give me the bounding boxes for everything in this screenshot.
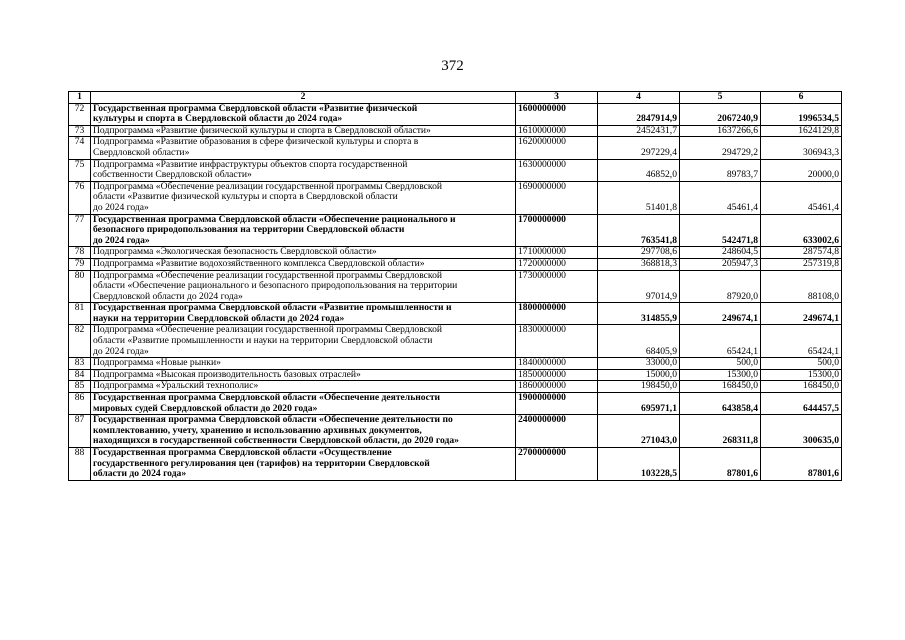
row-code: 1850000000 xyxy=(516,369,598,381)
row-value-col6: 87801,6 xyxy=(761,448,842,481)
row-number: 81 xyxy=(69,303,91,325)
row-value-col6: 168450,0 xyxy=(761,381,842,393)
row-number: 73 xyxy=(69,125,91,137)
row-value-col6: 300635,0 xyxy=(761,415,842,448)
row-name-line: науки на территории Свердловской области до 2024 года» xyxy=(93,312,345,324)
column-header-1: 1 xyxy=(69,92,91,104)
row-name-line: области «Обеспечение рационального и безопасного природопользования на территории xyxy=(93,280,458,292)
row-name-line: Государственная программа Свердловской области «Обеспечение деятельности xyxy=(93,392,441,404)
row-name-line: Подпрограмма «Развитие физической культуры и спорта в Свердловской области» xyxy=(93,124,431,136)
row-name xyxy=(91,137,516,159)
row-name xyxy=(91,159,516,181)
row-name-line: Подпрограмма «Обеспечение реализации государственной программы Свердловской xyxy=(93,180,443,192)
row-value-col4: 314855,9 xyxy=(598,303,680,325)
row-value-col5: 294729,2 xyxy=(680,137,761,159)
row-value-col6: 65424,1 xyxy=(761,325,842,358)
row-code: 1720000000 xyxy=(516,258,598,270)
row-value-col6: 500,0 xyxy=(761,358,842,370)
table-row xyxy=(69,125,842,137)
row-name-line: области «Развитие физической культуры и спорта в Свердловской области xyxy=(93,191,398,203)
row-name xyxy=(91,181,516,214)
row-number: 75 xyxy=(69,159,91,181)
row-name xyxy=(91,270,516,303)
row-value-col5: 1637266,6 xyxy=(680,125,761,137)
row-value-col5: 500,0 xyxy=(680,358,761,370)
row-code: 1630000000 xyxy=(516,159,598,181)
row-value-col6: 88108,0 xyxy=(761,270,842,303)
row-name-line: государственного регулирования цен (тарифов) на территории Свердловской xyxy=(93,457,430,469)
budget-table xyxy=(68,91,842,481)
row-name-line: находящихся в государственной собственности Свердловской области, до 2020 года» xyxy=(93,435,459,447)
column-header-2: 2 xyxy=(91,92,516,104)
row-code: 1900000000 xyxy=(516,393,598,415)
row-name-line: Государственная программа Свердловской области «Развитие промышленности и xyxy=(93,302,452,314)
row-value-col6: 257319,8 xyxy=(761,258,842,270)
row-name-line: Подпрограмма «Обеспечение реализации государственной программы Свердловской xyxy=(93,269,443,281)
row-value-col4: 2452431,7 xyxy=(598,125,680,137)
row-value-col6: 287574,8 xyxy=(761,247,842,259)
row-value-col4: 68405,9 xyxy=(598,325,680,358)
row-name-line: Подпрограмма «Развитие инфраструктуры объектов спорта государственной xyxy=(93,158,408,170)
row-name xyxy=(91,247,516,259)
row-name-line: Подпрограмма «Обеспечение реализации государственной программы Свердловской xyxy=(93,324,443,336)
row-code: 2400000000 xyxy=(516,415,598,448)
row-value-col4: 103228,5 xyxy=(598,448,680,481)
row-name-line: Государственная программа Свердловской области «Обеспечение рационального и xyxy=(93,213,456,225)
column-header-3: 3 xyxy=(516,92,598,104)
row-name xyxy=(91,381,516,393)
row-value-col4: 271043,0 xyxy=(598,415,680,448)
table-row xyxy=(69,181,842,214)
row-name-line: области «Развитие промышленности и науки на территории Свердловской области xyxy=(93,335,433,347)
row-name xyxy=(91,303,516,325)
row-value-col5: 643858,4 xyxy=(680,393,761,415)
row-value-col6: 306943,3 xyxy=(761,137,842,159)
row-name-line: Подпрограмма «Высокая производительность базовых отраслей» xyxy=(93,368,361,380)
row-value-col5: 542471,8 xyxy=(680,214,761,247)
row-value-col4: 15000,0 xyxy=(598,369,680,381)
row-number: 78 xyxy=(69,247,91,259)
row-value-col6: 1996534,5 xyxy=(761,103,842,125)
row-code: 1860000000 xyxy=(516,381,598,393)
row-code: 1690000000 xyxy=(516,181,598,214)
row-name-line: безопасного природопользования на территории Свердловской области xyxy=(93,224,405,236)
row-value-col4: 297229,4 xyxy=(598,137,680,159)
row-value-col5: 65424,1 xyxy=(680,325,761,358)
row-value-col6: 644457,5 xyxy=(761,393,842,415)
row-code: 2700000000 xyxy=(516,448,598,481)
row-name-line: Государственная программа Свердловской области «Развитие физической xyxy=(93,102,418,114)
row-value-col5: 268311,8 xyxy=(680,415,761,448)
table-row xyxy=(69,303,842,325)
row-name xyxy=(91,325,516,358)
row-name xyxy=(91,415,516,448)
row-value-col6: 20000,0 xyxy=(761,159,842,181)
row-name-line: области до 2024 года» xyxy=(93,468,187,480)
row-value-col6: 249674,1 xyxy=(761,303,842,325)
row-value-col4: 198450,0 xyxy=(598,381,680,393)
row-number: 76 xyxy=(69,181,91,214)
column-header-6: 6 xyxy=(761,92,842,104)
row-number: 82 xyxy=(69,325,91,358)
table-row xyxy=(69,258,842,270)
row-number: 80 xyxy=(69,270,91,303)
row-name-line: до 2024 года» xyxy=(93,234,150,246)
row-code: 1710000000 xyxy=(516,247,598,259)
row-value-col5: 89783,7 xyxy=(680,159,761,181)
row-name-line: Государственная программа Свердловской области «Обеспечение деятельности по xyxy=(93,414,453,426)
row-value-col6: 15300,0 xyxy=(761,369,842,381)
row-value-col6: 1624129,8 xyxy=(761,125,842,137)
row-number: 88 xyxy=(69,448,91,481)
row-value-col4: 51401,8 xyxy=(598,181,680,214)
row-code: 1600000000 xyxy=(516,103,598,125)
table-row xyxy=(69,358,842,370)
row-value-col5: 45461,4 xyxy=(680,181,761,214)
row-name xyxy=(91,103,516,125)
table-row xyxy=(69,415,842,448)
row-code: 1840000000 xyxy=(516,358,598,370)
row-value-col5: 15300,0 xyxy=(680,369,761,381)
table-header-row xyxy=(69,92,842,104)
row-value-col4: 46852,0 xyxy=(598,159,680,181)
row-name-line: Свердловской области» xyxy=(93,146,190,158)
row-name-line: до 2024 года» xyxy=(93,345,149,357)
row-value-col4: 695971,1 xyxy=(598,393,680,415)
row-name-line: комплектованию, учету, хранению и использованию архивных документов, xyxy=(93,424,422,436)
column-header-5: 5 xyxy=(680,92,761,104)
row-value-col4: 763541,8 xyxy=(598,214,680,247)
row-value-col5: 249674,1 xyxy=(680,303,761,325)
row-code: 1730000000 xyxy=(516,270,598,303)
row-name xyxy=(91,369,516,381)
row-value-col6: 45461,4 xyxy=(761,181,842,214)
table-row xyxy=(69,214,842,247)
row-name-line: Подпрограмма «Новые рынки» xyxy=(93,357,221,369)
row-name-line: мировых судей Свердловской области до 2020 года» xyxy=(93,402,318,414)
row-name-line: Государственная программа Свердловской области «Осуществление xyxy=(93,447,392,458)
row-number: 72 xyxy=(69,103,91,125)
row-code: 1610000000 xyxy=(516,125,598,137)
row-name xyxy=(91,258,516,270)
row-number: 83 xyxy=(69,358,91,370)
row-number: 84 xyxy=(69,369,91,381)
row-value-col5: 248604,5 xyxy=(680,247,761,259)
row-name-line: Подпрограмма «Развитие водохозяйственного комплекса Свердловской области» xyxy=(93,257,425,269)
table-row xyxy=(69,369,842,381)
row-value-col5: 205947,3 xyxy=(680,258,761,270)
row-value-col5: 168450,0 xyxy=(680,381,761,393)
row-value-col4: 97014,9 xyxy=(598,270,680,303)
row-name xyxy=(91,358,516,370)
row-number: 77 xyxy=(69,214,91,247)
row-name xyxy=(91,448,516,481)
table-row xyxy=(69,137,842,159)
table-row xyxy=(69,393,842,415)
row-value-col5: 2067240,9 xyxy=(680,103,761,125)
row-number: 87 xyxy=(69,415,91,448)
row-number: 85 xyxy=(69,381,91,393)
table-row xyxy=(69,381,842,393)
table-row xyxy=(69,270,842,303)
page-number: 372 xyxy=(441,58,464,74)
table-row xyxy=(69,325,842,358)
row-name-line: до 2024 года» xyxy=(93,201,149,213)
row-value-col4: 368818,3 xyxy=(598,258,680,270)
row-name-line: культуры и спорта в Свердловской области до 2024 года» xyxy=(93,113,343,125)
row-value-col4: 33000,0 xyxy=(598,358,680,370)
row-name xyxy=(91,125,516,137)
column-header-4: 4 xyxy=(598,92,680,104)
row-name-line: Подпрограмма «Уральский технополис» xyxy=(93,380,259,392)
row-number: 74 xyxy=(69,137,91,159)
table-row xyxy=(69,103,842,125)
row-code: 1700000000 xyxy=(516,214,598,247)
row-number: 86 xyxy=(69,393,91,415)
row-name-line: собственности Свердловской области» xyxy=(93,169,252,181)
row-value-col5: 87801,6 xyxy=(680,448,761,481)
row-name-line: Свердловской области до 2024 года» xyxy=(93,290,243,302)
row-value-col4: 297708,6 xyxy=(598,247,680,259)
row-value-col5: 87920,0 xyxy=(680,270,761,303)
row-code: 1830000000 xyxy=(516,325,598,358)
table-row xyxy=(69,247,842,259)
row-code: 1800000000 xyxy=(516,303,598,325)
row-name xyxy=(91,214,516,247)
row-value-col6: 633002,6 xyxy=(761,214,842,247)
row-name-line: Подпрограмма «Развитие образования в сфере физической культуры и спорта в xyxy=(93,136,419,148)
table-row xyxy=(69,448,842,481)
row-value-col4: 2847914,9 xyxy=(598,103,680,125)
row-name xyxy=(91,393,516,415)
row-number: 79 xyxy=(69,258,91,270)
row-name-line: Подпрограмма «Экологическая безопасность Свердловской области» xyxy=(93,246,377,258)
row-code: 1620000000 xyxy=(516,137,598,159)
table-row xyxy=(69,159,842,181)
